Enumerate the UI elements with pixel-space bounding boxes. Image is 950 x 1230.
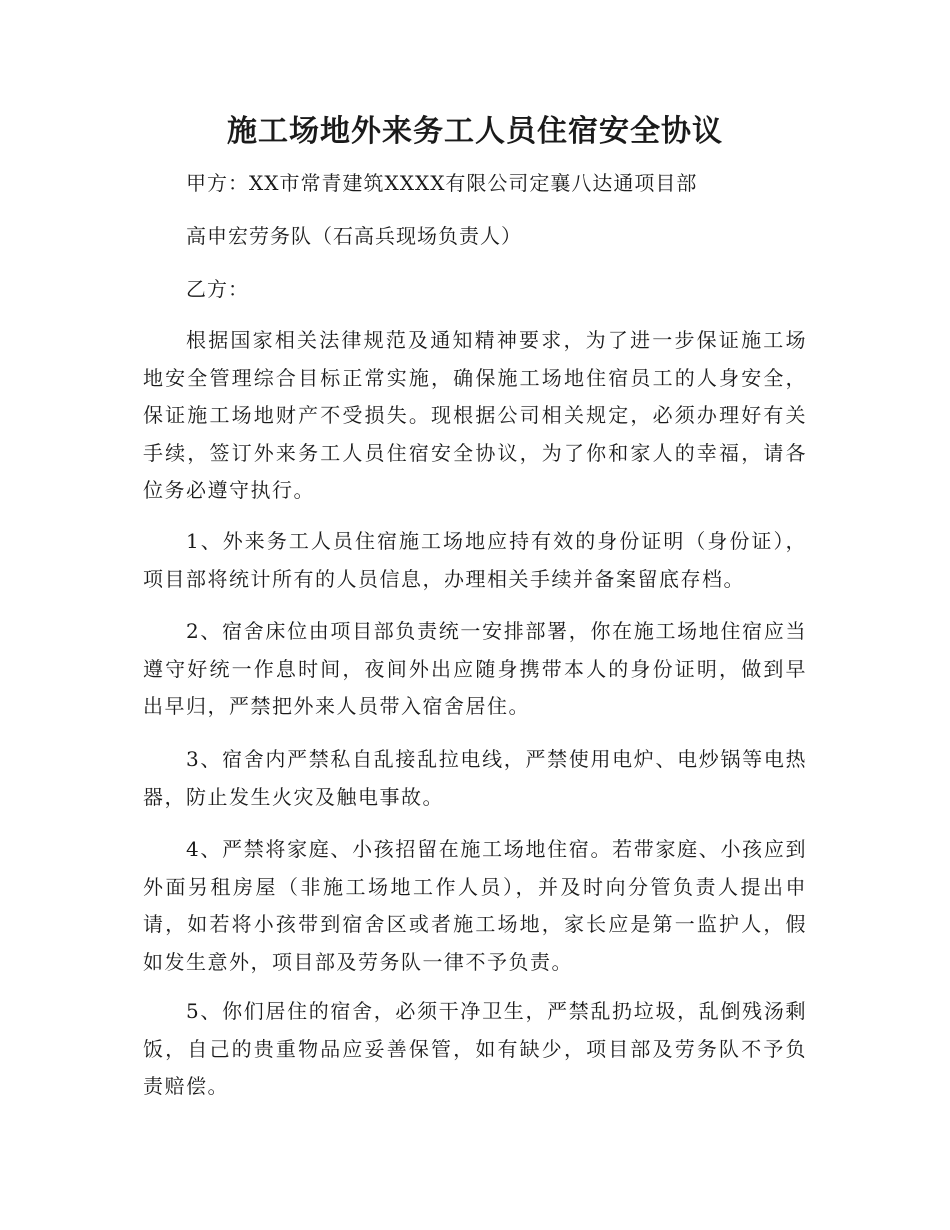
clause-3: 3、宿舍内严禁私自乱接乱拉电线，严禁使用电炉、电炒锅等电热器，防止发生火灾及触电事故。 — [143, 747, 807, 809]
party-a-line: 甲方：XX市常青建筑XXXX有限公司定襄八达通项目部 — [186, 171, 698, 195]
clause-5: 5、你们居住的宿舍，必须干净卫生，严禁乱扔垃圾，乱倒残汤剩饭，自己的贵重物品应妥善保管，如有缺少，项目部及劳务队不予负责赔偿。 — [143, 999, 807, 1098]
clause-2: 2、宿舍床位由项目部负责统一安排部署，你在施工场地住宿应当遵守好统一作息时间，夜间外出应随身携带本人的身份证明，做到早出早归，严禁把外来人员带入宿舍居住。 — [143, 619, 807, 718]
clause-4: 4、严禁将家庭、小孩招留在施工场地住宿。若带家庭、小孩应到外面另租房屋（非施工场地工作人员），并及时向分管负责人提出申请，如若将小孩带到宿舍区或者施工场地，家长应是第一监护人，假如发生意外，项目部及劳务队一律不予负责。 — [143, 837, 807, 974]
clause-1: 1、外来务工人员住宿施工场地应持有效的身份证明（身份证），项目部将统计所有的人员信息，办理相关手续并备案留底存档。 — [143, 529, 807, 591]
labor-team-line: 高申宏劳务队（石高兵现场负责人） — [186, 224, 522, 248]
party-b-line: 乙方： — [186, 277, 249, 301]
intro-paragraph: 根据国家相关法律规范及通知精神要求，为了进一步保证施工场地安全管理综合目标正常实施，确保施工场地住宿员工的人身安全，保证施工场地财产不受损失。现根据公司相关规定，必须办理好有关手续，签订外来务工人员住宿安全协议，为了你和家人的幸福，请各位务必遵守执行。 — [143, 328, 807, 502]
document-title: 施工场地外来务工人员住宿安全协议 — [227, 114, 723, 149]
